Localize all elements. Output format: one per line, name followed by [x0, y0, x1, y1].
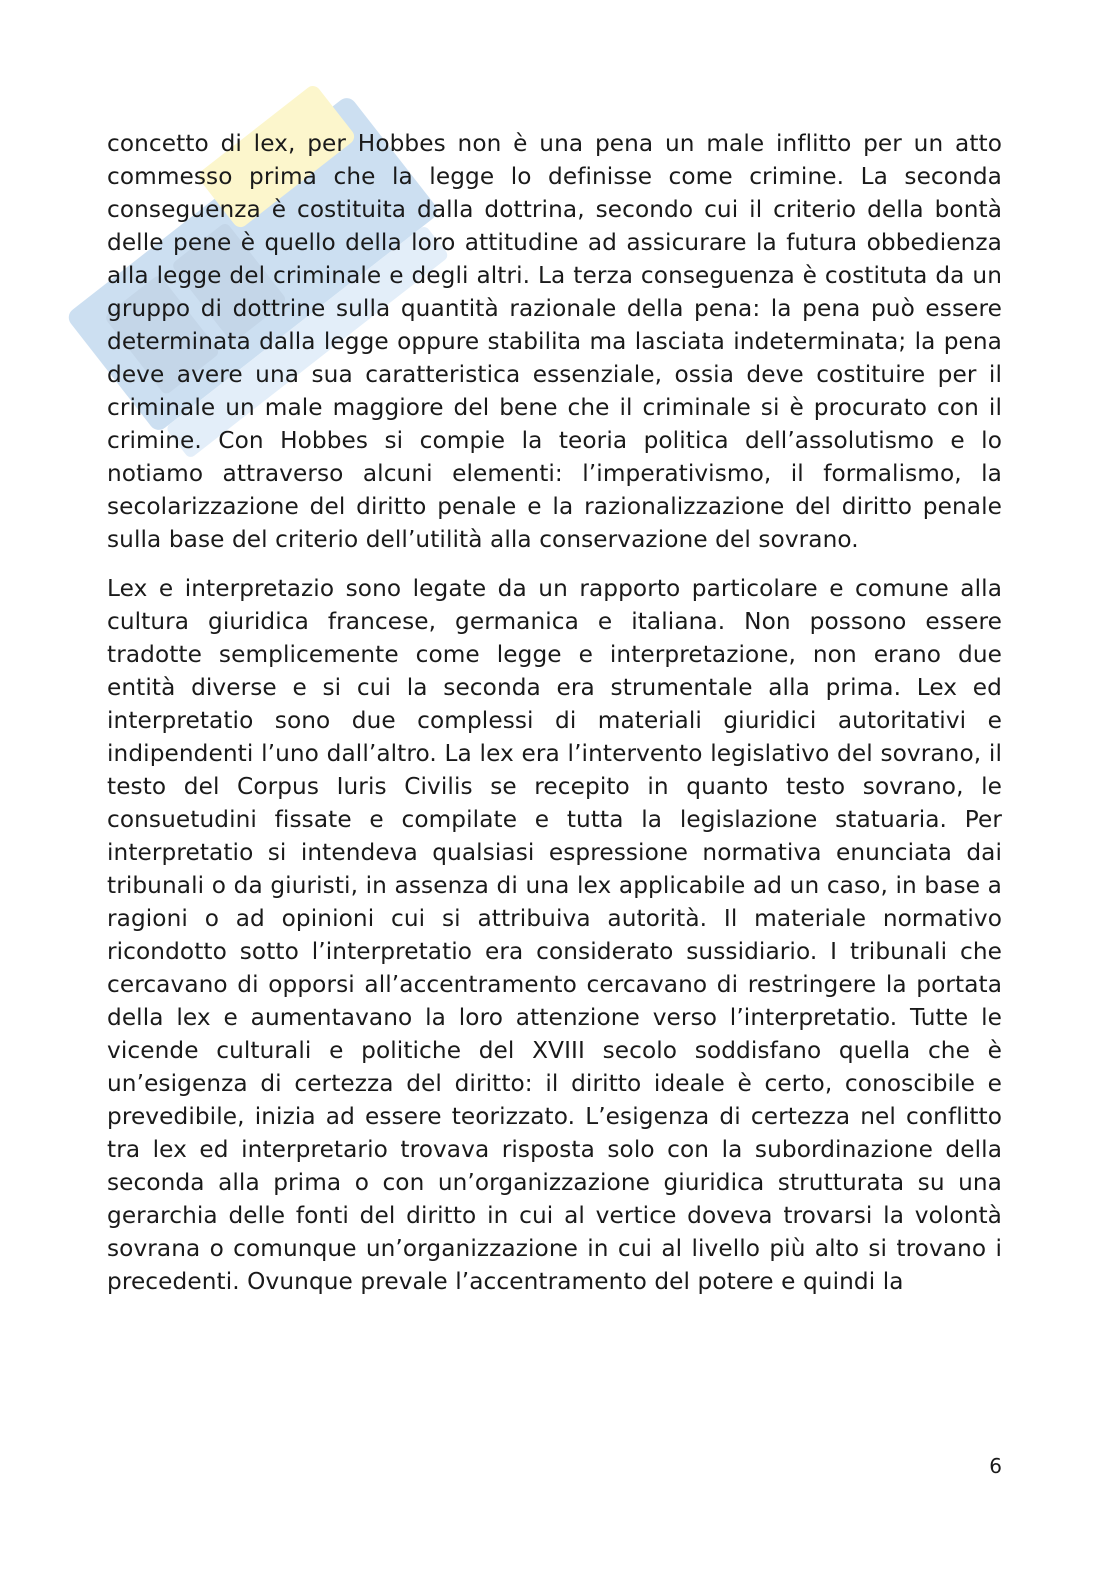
paragraph-lex-interpretatio: Lex e interpretazio sono legate da un rapporto particolare e comune alla cultura giuridica francese, germanica e italiana. Non possono essere tradotte semplicemente come legge e interpretazione, non erano due entità diverse e si cui la seconda era strumentale alla prima. Lex ed interpretatio sono due complessi di materiali giuridici autoritativi e indipendenti l’uno dall’altro. La lex era l’intervento legislativo del sovrano, il testo del Corpus Iuris Civilis se recepito in quanto testo sovrano, le consuetudini fissate e compilate e tutta la legislazione statuaria. Per interpretatio si intendeva qualsiasi espressione normativa enunciata dai tribunali o da giuristi, in assenza di una lex applicabile ad un caso, in base a ragioni o ad opinioni cui si attribuiva autorità. Il materiale normativo ricondotto sotto l’interpretatio era considerato sussidiario. I tribunali che cercavano di opporsi all’accentramento cercavano di restringere la portata della lex e aumentavano la loro attenzione verso l’interpretatio. Tutte le vicende culturali e politiche del XVIII secolo soddisfano quella che è un’esigenza di certezza del diritto: il diritto ideale è certo, conoscibile e prevedibile, inizia ad essere teorizzato. L’esigenza di certezza nel conflitto tra lex ed interpretario trovava risposta solo con la subordinazione della seconda alla prima o con un’organizzazione giuridica strutturata su una gerarchia delle fonti del diritto in cui al vertice doveva trovarsi la volontà sovrana o comunque un’organizzazione in cui al livello più alto si trovano i precedenti. Ovunque prevale l’accentramento del potere e quindi la [107, 575, 1002, 1295]
page-number: 6 [989, 1454, 1002, 1478]
paragraph-hobbes: concetto di lex, per Hobbes non è una pena un male inflitto per un atto commesso prima che la legge lo definisse come crimine. La seconda conseguenza è costituita dalla dottrina, secondo cui il criterio della bontà delle pene è quello della loro attitudine ad assicurare la futura obbedienza alla legge del criminale e degli altri. La terza conseguenza è costituta da un gruppo di dottrine sulla quantità razionale della pena: la pena può essere determinata dalla legge oppure stabilita ma lasciata indeterminata; la pena deve avere una sua caratteristica essenziale, ossia deve costituire per il criminale un male maggiore del bene che il criminale si è procurato con il crimine. Con Hobbes si compie la teoria politica dell’assolutismo e lo notiamo attraverso alcuni elementi: l’imperativismo, il formalismo, la secolarizzazione del diritto penale e la razionalizzazione del diritto penale sulla base del criterio dell’utilità alla conservazione del sovrano. [107, 130, 1002, 553]
document-body [107, 127, 1002, 1298]
